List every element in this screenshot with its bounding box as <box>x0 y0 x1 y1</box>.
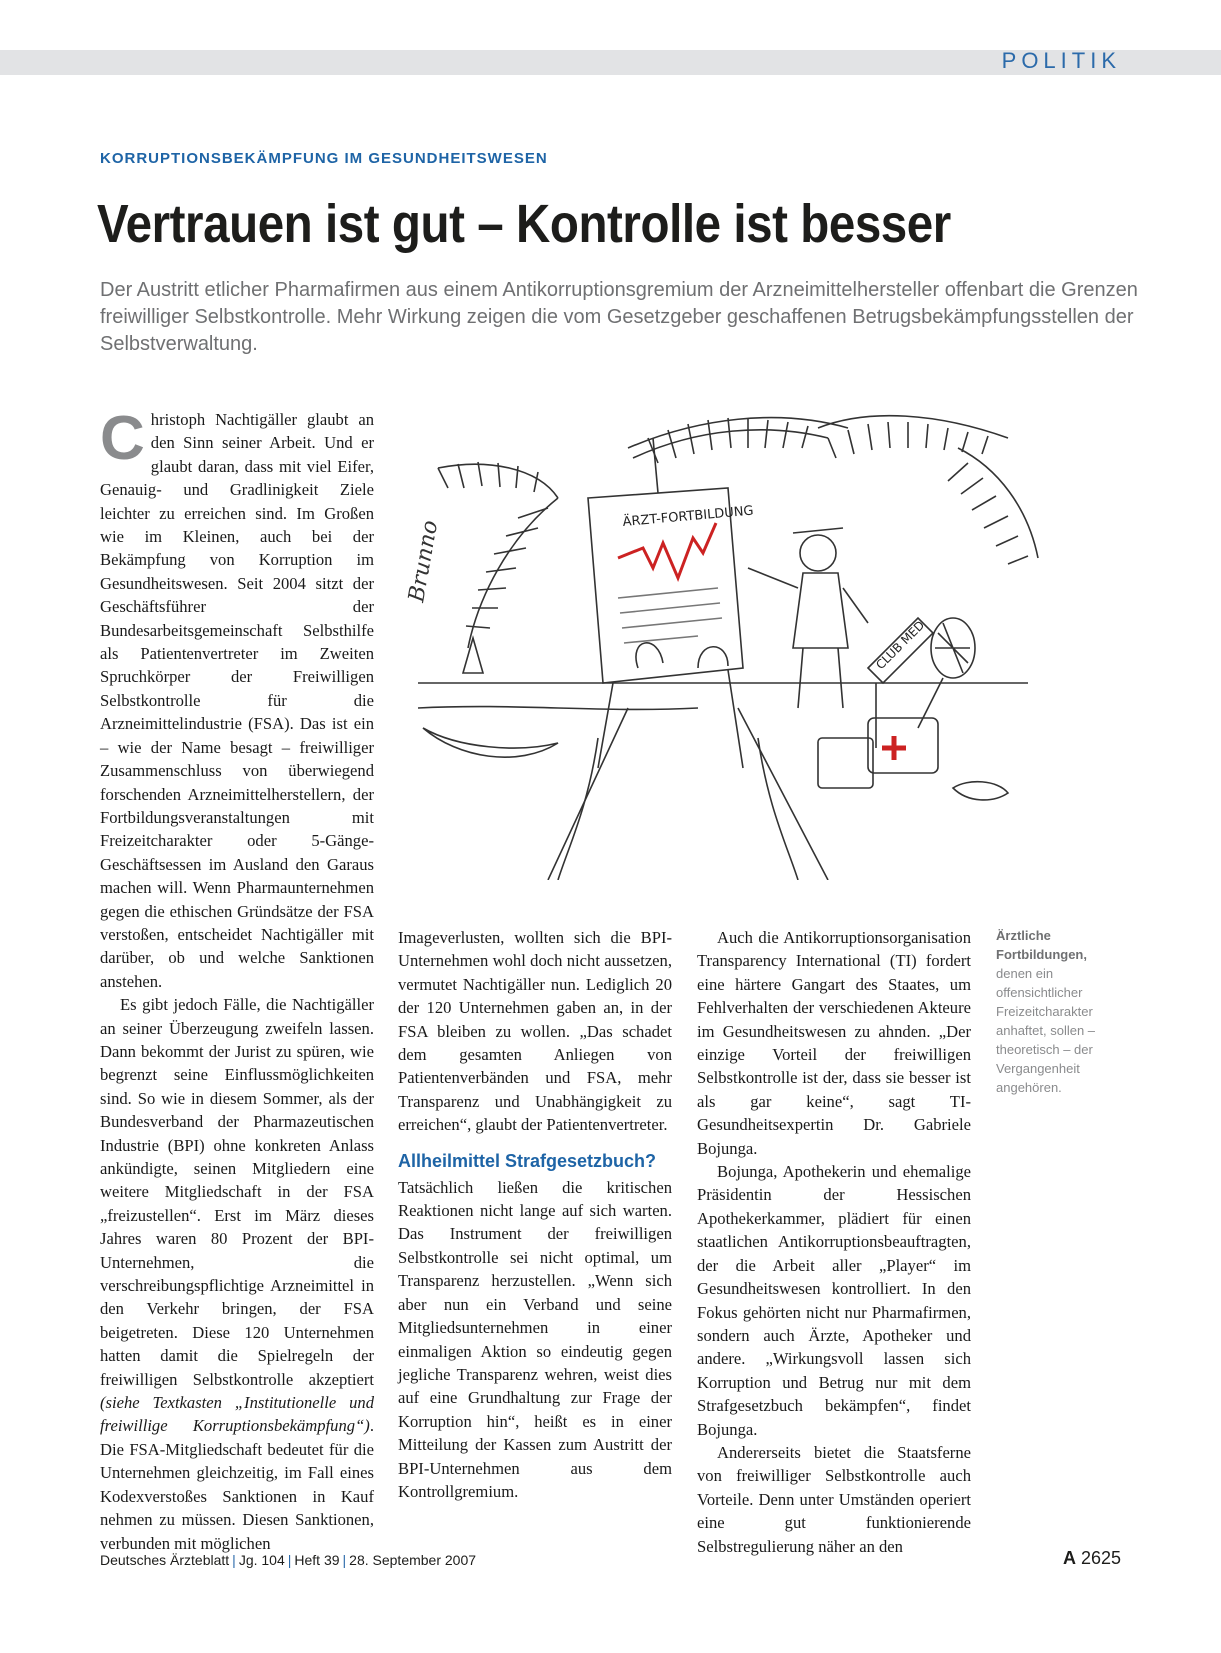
article-lead: Der Austritt etlicher Pharmafirmen aus einem Antikorruptionsgremium der Arzneimittelhersteller offenbart die Grenzen freiwilliger Selbstkontrolle. Mehr Wirkung zeigen die vom Gesetzgeber geschaffenen Betrugsbekämpfungsstellen der Selbstverwaltung. <box>100 279 1138 355</box>
paragraph: Bojunga, Apothekerin und ehemalige Präsidentin der Hessischen Apothekerkammer, plädiert für einen staatlichen Antikorruptionsbeauftragten, der die Arbeit aller „Player“ im Gesundheitswesen kontrolliert. In den Fokus gehörten nicht nur Pharmafirmen, sondern auch Ärzte, Apotheker und andere. „Wirkungsvoll lassen sich Korruption und Betrug nur mit dem Strafgesetzbuch bekämpfen“, findet Bojunga. <box>697 1162 971 1439</box>
paragraph: Auch die Antikorruptionsorganisation Transparency International (TI) fordert eine härtere Gangart des Staates, um Fehlverhalten der verschiedenen Akteure im Gesundheitswesen zu ahnden. „Der einzige Vorteil der freiwilligen Selbstkontrolle ist der, dass sie besser ist als gar keine“, sagt TI-Gesundheitsexpertin Dr. Gabriele Bojunga. <box>697 928 971 1158</box>
cartoon-illustration <box>398 408 1048 880</box>
paragraph-text: Es gibt jedoch Fälle, die Nachtigäller an seiner Überzeugung zweifeln lassen. Dann bekommt der Jurist zu spüren, wie begrenzt seine Einflussmöglichkeiten sind. So wie in diesem Sommer, als der Bundesverband der Pharmazeutischen Industrie (BPI) ohne konkreten Anlass ankündigte, seinen Mitgliedern eine weitere Mitgliedschaft in der FSA „freizustellen“. Erst im März dieses Jahres waren 80 Prozent der BPI-Unternehmen, die verschreibungspflichtige Arzneimittel in den Verkehr bringen, der FSA beigetreten. Diese 120 Unternehmen hatten damit die Spielregeln der freiwilligen Selbstkontrolle akzeptiert <box>100 995 374 1389</box>
separator: | <box>342 1552 347 1568</box>
cross-reference: (siehe Textkasten „Institutionelle und freiwillige Korruptionsbekämpfung“) <box>100 1393 374 1436</box>
cartoon-signature: Brunno <box>404 518 444 605</box>
article-column-2 <box>398 926 672 1503</box>
page-number-value: 2625 <box>1080 1548 1121 1568</box>
drop-cap: C <box>100 404 145 473</box>
paragraph: Tatsächlich ließen die kritischen Reaktionen nicht lange auf sich warten. Das Instrument der freiwilligen Selbstkontrolle sei nicht optimal, um Transparenz herzustellen. „Wenn sich aber nun ein Verband und seine Mitgliedsunternehmen in einer einmaligen Aktion so eindeutig gegen jegliche Transparenz wehren, weist dies auf eine Grundhaltung zur Frage der Korruption hin“, heißt es in einer Mitteilung der Kassen zum Austritt der BPI-Unternehmen aus dem Kontrollgremium. <box>398 1177 672 1501</box>
separator: | <box>232 1552 236 1568</box>
paragraph <box>100 993 374 1555</box>
caption-title: Ärztliche Fortbildungen, <box>996 928 1087 962</box>
issue: Heft 39 <box>294 1552 340 1568</box>
caption-text: denen ein offensichtlicher Freizeitcharakter anhaftet, sollen – theoretisch – der Vergangenheit angehören. <box>996 966 1096 1095</box>
footer-citation <box>100 1552 476 1568</box>
page-prefix: A <box>1062 1548 1076 1568</box>
paragraph-text: . Die FSA-Mitgliedschaft bedeutet für die Unternehmen gleichzeitig, im Fall eines Kodexverstoßes Sanktionen in Kauf nehmen zu müssen. Diesen Sanktionen, verbunden mit möglichen <box>100 1416 374 1553</box>
image-caption <box>996 926 1106 1097</box>
cartoon-sign-text: CLUB MED <box>873 618 928 673</box>
separator: | <box>287 1552 292 1568</box>
page-number <box>1063 1548 1121 1569</box>
volume: Jg. 104 <box>238 1552 285 1568</box>
article-column-1 <box>100 404 374 1555</box>
cartoon-board-text: ÄRZT-FORTBILDUNG <box>622 503 755 530</box>
subheading: Allheilmittel Strafgesetzbuch? <box>398 1150 657 1171</box>
paragraph <box>100 404 374 993</box>
paragraph: Andererseits bietet die Staatsferne von freiwilliger Selbstkontrolle auch Vorteile. Denn unter Umständen operiert eine gut funktionierende Selbstregulierung näher an den <box>697 1442 971 1556</box>
article-kicker: KORRUPTIONSBEKÄMPFUNG IM GESUNDHEITSWESEN <box>100 150 548 167</box>
publication-date: 28. September 2007 <box>349 1552 477 1568</box>
paragraph: Imageverlusten, wollten sich die BPI-Unternehmen wohl doch nicht aussetzen, vermutet Nachtigäller nun. Lediglich 20 der 120 Unternehmen gaben an, in der FSA bleiben zu wollen. „Das schadet dem gesamten Anliegen von Patientenverbänden und FSA, mehr Transparenz und Unabhängigkeit zu erreichen“, glaubt der Patientenvertreter. <box>398 928 672 1135</box>
article-column-3 <box>697 926 971 1558</box>
journal-name: Deutsches Ärzteblatt <box>100 1552 230 1568</box>
article-headline: Vertrauen ist gut – Kontrolle ist besser <box>97 194 951 254</box>
paragraph-text: hristoph Nachtigäller glaubt an den Sinn seiner Arbeit. Und er glaubt daran, dass mit viel Eifer, Genauig- und Gradlinigkeit Ziele leichter zu erreichen sind. Im Großen wie im Kleinen, auch bei der Bekämpfung von Korruption im Gesundheitswesen. Seit 2004 sitzt der Geschäftsführer der Bundesarbeitsgemeinschaft Selbsthilfe als Patientenvertreter im Zweiten Spruchkörper der Freiwilligen Selbstkontrolle für die Arzneimittelindustrie (FSA). Das ist ein – wie der Name besagt – freiwilliger Zusammenschluss von überwiegend forschenden Arzneimittelherstellern, der Fortbildungsveranstaltungen mit Freizeitcharakter oder 5-Gänge-Geschäftsessen im Ausland den Garaus machen will. Wenn Pharmaunternehmen gegen die ethischen Gründsätze der FSA verstoßen, entscheidet Nachtigäller mit darüber, ob und welche Sanktionen anstehen. <box>100 410 374 991</box>
section-label: POLITIK <box>1001 48 1121 73</box>
